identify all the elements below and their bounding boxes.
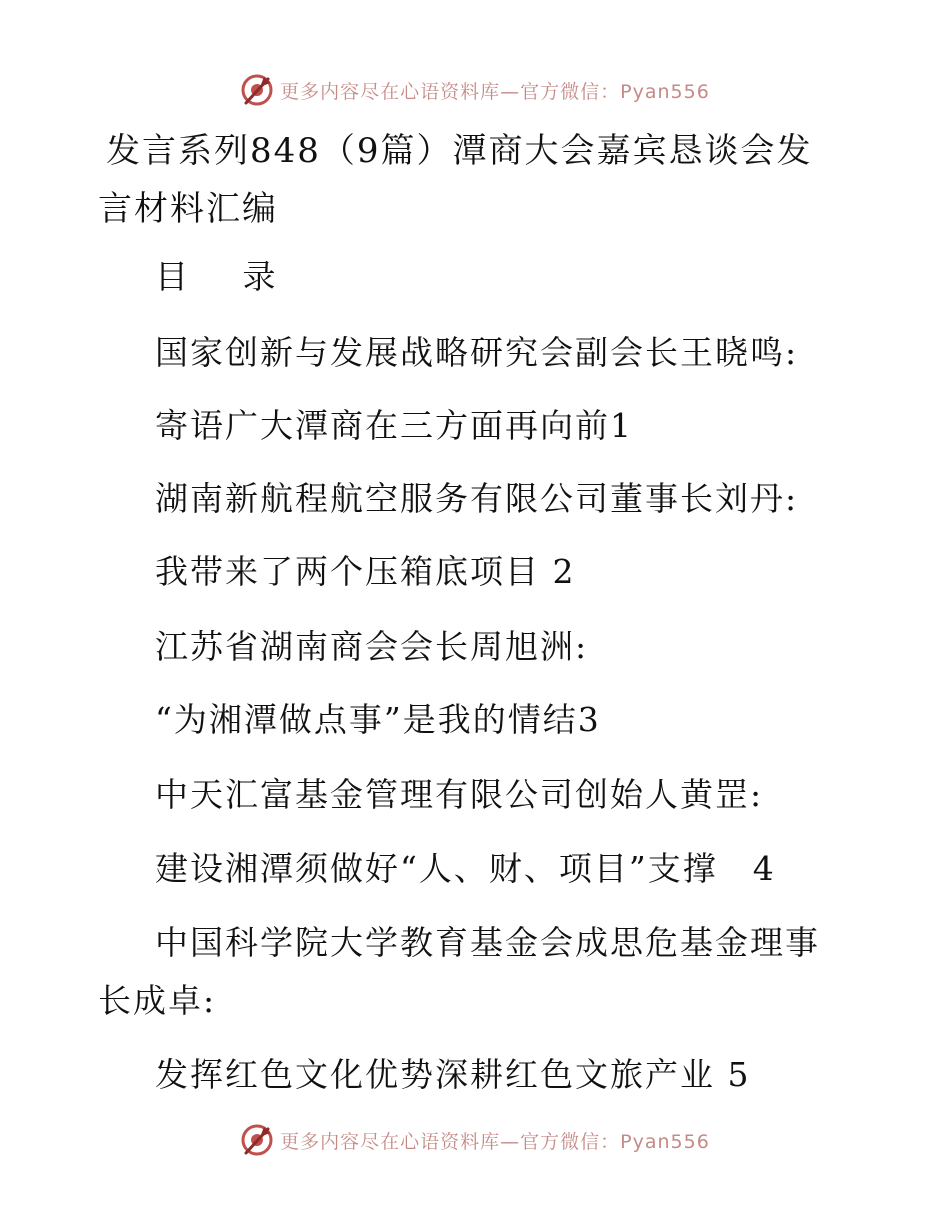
toc-heading: 目 录	[155, 257, 298, 296]
toc-entry-speaker: 江苏省湖南商会会长周旭洲:	[155, 627, 589, 666]
toc-entry-speaker: 中国科学院大学教育基金会成思危基金理事长成卓:	[98, 923, 820, 1020]
header-banner-text: 更多内容尽在心语资料库—官方微信：Pyan556	[280, 80, 710, 103]
toc-entry-topic: “为湘潭做点事”是我的情结3	[155, 700, 601, 739]
toc-entry-topic: 建设湘潭须做好“人、财、项目”支撑 4	[155, 849, 776, 888]
quill-logo-icon	[240, 1123, 274, 1157]
footer-banner	[0, 1120, 950, 1160]
toc-entry-speaker: 国家创新与发展战略研究会副会长王晓鸣:	[155, 333, 799, 372]
document-title: 发言系列848（9篇）潭商大会嘉宾恳谈会发言材料汇编	[98, 131, 813, 229]
toc-entry-topic: 寄语广大潭商在三方面再向前1	[155, 406, 633, 445]
footer-banner-text: 更多内容尽在心语资料库—官方微信：Pyan556	[280, 1130, 710, 1153]
toc-entry-topic: 发挥红色文化优势深耕红色文旅产业 5	[155, 1055, 751, 1094]
quill-logo-icon	[240, 73, 274, 107]
toc-entry-topic: 我带来了两个压箱底项目 2	[155, 552, 576, 591]
header-banner	[0, 70, 950, 110]
toc-entry-speaker: 湖南新航程航空服务有限公司董事长刘丹:	[155, 479, 799, 518]
toc-entry-speaker: 中天汇富基金管理有限公司创始人黄罡:	[155, 775, 764, 814]
